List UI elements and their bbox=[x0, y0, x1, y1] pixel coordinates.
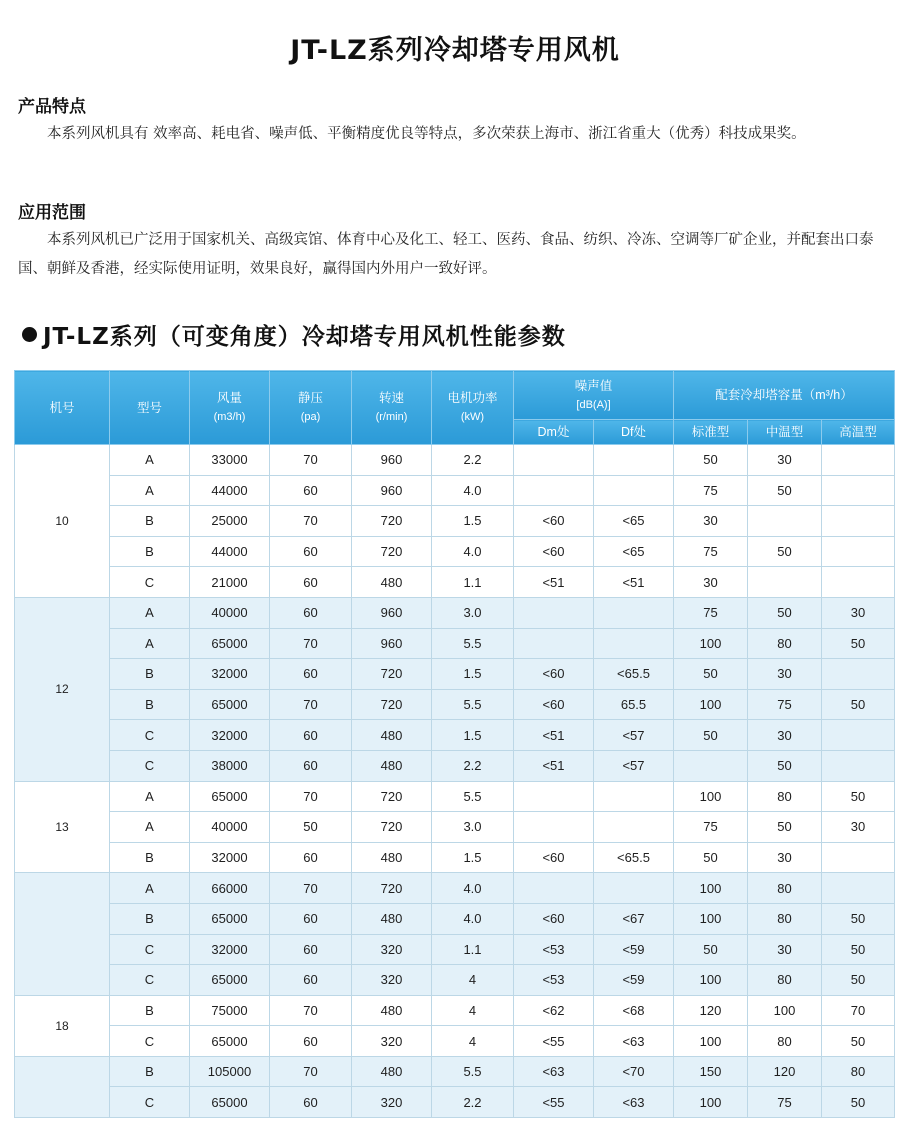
cell-fengliang: 32000 bbox=[190, 934, 270, 965]
cell-dm bbox=[514, 475, 594, 506]
cell-biaozhun: 100 bbox=[674, 1087, 748, 1118]
cell-gaowen bbox=[822, 659, 895, 690]
cell-zhuansu: 720 bbox=[352, 689, 432, 720]
cell-jingya: 70 bbox=[270, 995, 352, 1026]
cell-jingya: 60 bbox=[270, 934, 352, 965]
cell-xinghao: B bbox=[110, 689, 190, 720]
cell-xinghao: A bbox=[110, 597, 190, 628]
cell-zhongwen: 50 bbox=[748, 536, 822, 567]
cell-dm: <53 bbox=[514, 965, 594, 996]
cell-biaozhun: 100 bbox=[674, 628, 748, 659]
cell-gaowen: 50 bbox=[822, 1087, 895, 1118]
cell-zhongwen: 50 bbox=[748, 475, 822, 506]
cell-fengliang: 65000 bbox=[190, 1026, 270, 1057]
cell-gonglv: 4.0 bbox=[432, 536, 514, 567]
cell-xinghao: A bbox=[110, 445, 190, 476]
cell-gaowen: 50 bbox=[822, 781, 895, 812]
cell-zhuansu: 720 bbox=[352, 781, 432, 812]
cell-fengliang: 65000 bbox=[190, 689, 270, 720]
cell-jingya: 70 bbox=[270, 781, 352, 812]
cell-zhongwen: 120 bbox=[748, 1056, 822, 1087]
cell-jihao: 13 bbox=[15, 781, 110, 873]
cell-fengliang: 65000 bbox=[190, 903, 270, 934]
cell-zhongwen: 75 bbox=[748, 689, 822, 720]
header-biaozhun: 标准型 bbox=[674, 420, 748, 445]
cell-zhuansu: 320 bbox=[352, 1087, 432, 1118]
cell-fengliang: 32000 bbox=[190, 842, 270, 873]
header-zaosheng-unit: [dB(A)] bbox=[576, 398, 611, 411]
cell-df: <57 bbox=[594, 750, 674, 781]
cell-zhongwen: 50 bbox=[748, 597, 822, 628]
header-fengliang-unit: (m3/h) bbox=[213, 411, 246, 423]
cell-biaozhun: 100 bbox=[674, 903, 748, 934]
cell-gonglv: 2.2 bbox=[432, 1087, 514, 1118]
cell-xinghao: B bbox=[110, 659, 190, 690]
cell-df: <63 bbox=[594, 1026, 674, 1057]
header-zhuansu-unit: (r/min) bbox=[375, 411, 408, 423]
table-row bbox=[15, 781, 895, 812]
cell-fengliang: 21000 bbox=[190, 567, 270, 598]
cell-xinghao: C bbox=[110, 934, 190, 965]
cell-zhongwen: 100 bbox=[748, 995, 822, 1026]
header-xinghao: 型号 bbox=[110, 371, 190, 445]
cell-jingya: 70 bbox=[270, 689, 352, 720]
header-zhuansu bbox=[352, 371, 432, 445]
bullet-dot-icon bbox=[22, 327, 37, 342]
cell-fengliang: 33000 bbox=[190, 445, 270, 476]
header-fengliang-label: 风量 bbox=[216, 391, 242, 405]
table-row bbox=[15, 475, 895, 506]
cell-df bbox=[594, 781, 674, 812]
cell-zhuansu: 960 bbox=[352, 445, 432, 476]
header-df: Df处 bbox=[594, 420, 674, 445]
cell-gaowen: 30 bbox=[822, 597, 895, 628]
table-row bbox=[15, 965, 895, 996]
table-row bbox=[15, 842, 895, 873]
cell-gaowen: 30 bbox=[822, 812, 895, 843]
cell-zhuansu: 480 bbox=[352, 995, 432, 1026]
table-title-text: JT-LZ系列（可变角度）冷却塔专用风机性能参数 bbox=[43, 324, 566, 350]
cell-jingya: 60 bbox=[270, 1026, 352, 1057]
cell-biaozhun: 120 bbox=[674, 995, 748, 1026]
cell-biaozhun: 50 bbox=[674, 445, 748, 476]
cell-zhuansu: 960 bbox=[352, 597, 432, 628]
cell-gonglv: 4.0 bbox=[432, 873, 514, 904]
cell-xinghao: B bbox=[110, 1056, 190, 1087]
cell-biaozhun bbox=[674, 750, 748, 781]
cell-xinghao: B bbox=[110, 903, 190, 934]
cell-zhuansu: 480 bbox=[352, 750, 432, 781]
header-gonglv-label: 电机功率 bbox=[447, 391, 498, 405]
cell-zhuansu: 480 bbox=[352, 842, 432, 873]
cell-gonglv: 1.5 bbox=[432, 842, 514, 873]
cell-biaozhun: 30 bbox=[674, 567, 748, 598]
cell-df: <67 bbox=[594, 903, 674, 934]
cell-biaozhun: 75 bbox=[674, 475, 748, 506]
cell-zhuansu: 720 bbox=[352, 659, 432, 690]
header-jingya-unit: (pa) bbox=[300, 411, 321, 423]
cell-gonglv: 3.0 bbox=[432, 812, 514, 843]
cell-df bbox=[594, 873, 674, 904]
cell-gonglv: 2.2 bbox=[432, 750, 514, 781]
application-text: 本系列风机已广泛用于国家机关、高级宾馆、体育中心及化工、轻工、医药、食品、纺织、冷冻、空调等厂矿企业，并配套出口泰国、朝鲜及香港，经实际使用证明，效果良好，赢得国内外用户一致好评。 bbox=[18, 232, 874, 277]
header-gonglv-unit: (kW) bbox=[460, 411, 485, 423]
application-heading: 应用范围 bbox=[18, 203, 86, 223]
cell-dm: <63 bbox=[514, 1056, 594, 1087]
cell-zhuansu: 320 bbox=[352, 934, 432, 965]
cell-zhuansu: 480 bbox=[352, 1056, 432, 1087]
cell-zhongwen: 80 bbox=[748, 965, 822, 996]
header-dm: Dm处 bbox=[514, 420, 594, 445]
table-row bbox=[15, 536, 895, 567]
cell-dm bbox=[514, 781, 594, 812]
cell-jingya: 60 bbox=[270, 597, 352, 628]
cell-zhuansu: 320 bbox=[352, 965, 432, 996]
cell-gaowen bbox=[822, 536, 895, 567]
cell-zhuansu: 720 bbox=[352, 812, 432, 843]
table-row bbox=[15, 689, 895, 720]
cell-gaowen: 50 bbox=[822, 1026, 895, 1057]
cell-gonglv: 4 bbox=[432, 1026, 514, 1057]
cell-zhuansu: 960 bbox=[352, 628, 432, 659]
cell-zhongwen: 50 bbox=[748, 812, 822, 843]
cell-xinghao: B bbox=[110, 506, 190, 537]
cell-df bbox=[594, 628, 674, 659]
cell-gonglv: 4 bbox=[432, 965, 514, 996]
features-text: 本系列风机具有 效率高、耗电省、噪声低、平衡精度优良等特点，多次荣获上海市、浙江省重大（优秀）科技成果奖。 bbox=[47, 126, 806, 142]
cell-zhongwen: 75 bbox=[748, 1087, 822, 1118]
cell-zhuansu: 480 bbox=[352, 720, 432, 751]
cell-df: <65 bbox=[594, 506, 674, 537]
cell-fengliang: 25000 bbox=[190, 506, 270, 537]
header-peitao: 配套冷却塔容量（m³/h） bbox=[674, 371, 895, 420]
cell-jingya: 70 bbox=[270, 873, 352, 904]
cell-fengliang: 44000 bbox=[190, 475, 270, 506]
cell-xinghao: C bbox=[110, 750, 190, 781]
cell-df: <68 bbox=[594, 995, 674, 1026]
cell-zhongwen: 30 bbox=[748, 445, 822, 476]
cell-xinghao: A bbox=[110, 781, 190, 812]
table-row bbox=[15, 1056, 895, 1087]
cell-gonglv: 1.1 bbox=[432, 934, 514, 965]
cell-biaozhun: 30 bbox=[674, 506, 748, 537]
cell-zhongwen: 80 bbox=[748, 873, 822, 904]
cell-gaowen bbox=[822, 445, 895, 476]
cell-jihao bbox=[15, 1056, 110, 1117]
cell-xinghao: A bbox=[110, 475, 190, 506]
cell-biaozhun: 100 bbox=[674, 1026, 748, 1057]
table-row bbox=[15, 995, 895, 1026]
cell-zhuansu: 320 bbox=[352, 1026, 432, 1057]
cell-gonglv: 1.5 bbox=[432, 506, 514, 537]
cell-jihao: 18 bbox=[15, 995, 110, 1056]
cell-gaowen: 50 bbox=[822, 934, 895, 965]
cell-gaowen bbox=[822, 750, 895, 781]
cell-dm: <51 bbox=[514, 720, 594, 751]
cell-gonglv: 5.5 bbox=[432, 689, 514, 720]
cell-gonglv: 1.1 bbox=[432, 567, 514, 598]
table-row bbox=[15, 903, 895, 934]
header-fengliang bbox=[190, 371, 270, 445]
cell-jingya: 70 bbox=[270, 628, 352, 659]
cell-xinghao: C bbox=[110, 965, 190, 996]
cell-fengliang: 66000 bbox=[190, 873, 270, 904]
cell-fengliang: 65000 bbox=[190, 1087, 270, 1118]
cell-dm: <53 bbox=[514, 934, 594, 965]
cell-jingya: 60 bbox=[270, 750, 352, 781]
cell-biaozhun: 75 bbox=[674, 536, 748, 567]
cell-dm: <60 bbox=[514, 689, 594, 720]
cell-jingya: 60 bbox=[270, 536, 352, 567]
cell-dm: <60 bbox=[514, 506, 594, 537]
cell-gonglv: 4 bbox=[432, 995, 514, 1026]
table-row bbox=[15, 934, 895, 965]
table-row bbox=[15, 1026, 895, 1057]
table-row bbox=[15, 659, 895, 690]
cell-jihao: 12 bbox=[15, 597, 110, 781]
cell-df: <59 bbox=[594, 965, 674, 996]
cell-df bbox=[594, 475, 674, 506]
cell-xinghao: A bbox=[110, 812, 190, 843]
cell-biaozhun: 50 bbox=[674, 934, 748, 965]
cell-xinghao: C bbox=[110, 567, 190, 598]
table-row bbox=[15, 750, 895, 781]
header-zaosheng bbox=[514, 371, 674, 420]
table-body bbox=[15, 445, 895, 1118]
cell-gonglv: 1.5 bbox=[432, 659, 514, 690]
cell-df: 65.5 bbox=[594, 689, 674, 720]
cell-fengliang: 65000 bbox=[190, 628, 270, 659]
cell-zhuansu: 480 bbox=[352, 567, 432, 598]
cell-dm bbox=[514, 812, 594, 843]
cell-jingya: 50 bbox=[270, 812, 352, 843]
cell-fengliang: 65000 bbox=[190, 781, 270, 812]
header-zhuansu-label: 转速 bbox=[378, 391, 404, 405]
cell-gaowen: 50 bbox=[822, 689, 895, 720]
cell-jingya: 70 bbox=[270, 506, 352, 537]
cell-df: <51 bbox=[594, 567, 674, 598]
cell-jingya: 60 bbox=[270, 720, 352, 751]
cell-zhongwen: 30 bbox=[748, 720, 822, 751]
table-row bbox=[15, 567, 895, 598]
cell-jingya: 60 bbox=[270, 475, 352, 506]
cell-zhongwen: 50 bbox=[748, 750, 822, 781]
cell-biaozhun: 100 bbox=[674, 689, 748, 720]
cell-df bbox=[594, 445, 674, 476]
cell-gonglv: 4.0 bbox=[432, 903, 514, 934]
cell-xinghao: B bbox=[110, 842, 190, 873]
cell-gaowen: 50 bbox=[822, 628, 895, 659]
cell-jingya: 60 bbox=[270, 1087, 352, 1118]
cell-fengliang: 75000 bbox=[190, 995, 270, 1026]
cell-biaozhun: 100 bbox=[674, 965, 748, 996]
cell-dm: <62 bbox=[514, 995, 594, 1026]
cell-gaowen bbox=[822, 567, 895, 598]
cell-fengliang: 105000 bbox=[190, 1056, 270, 1087]
cell-zhuansu: 720 bbox=[352, 536, 432, 567]
table-row bbox=[15, 506, 895, 537]
header-jingya-label: 静压 bbox=[297, 391, 323, 405]
cell-xinghao: C bbox=[110, 1026, 190, 1057]
cell-dm bbox=[514, 445, 594, 476]
cell-xinghao: C bbox=[110, 1087, 190, 1118]
cell-gaowen: 50 bbox=[822, 903, 895, 934]
table-title bbox=[22, 318, 566, 351]
cell-df: <65.5 bbox=[594, 659, 674, 690]
cell-jingya: 60 bbox=[270, 567, 352, 598]
cell-zhongwen: 80 bbox=[748, 628, 822, 659]
cell-gaowen bbox=[822, 842, 895, 873]
header-gaowen: 高温型 bbox=[822, 420, 895, 445]
cell-zhongwen bbox=[748, 506, 822, 537]
cell-jingya: 60 bbox=[270, 659, 352, 690]
cell-df: <59 bbox=[594, 934, 674, 965]
cell-fengliang: 40000 bbox=[190, 812, 270, 843]
cell-gonglv: 5.5 bbox=[432, 1056, 514, 1087]
cell-xinghao: A bbox=[110, 873, 190, 904]
cell-df bbox=[594, 597, 674, 628]
cell-gonglv: 5.5 bbox=[432, 781, 514, 812]
cell-jingya: 70 bbox=[270, 445, 352, 476]
cell-biaozhun: 100 bbox=[674, 873, 748, 904]
cell-gaowen bbox=[822, 720, 895, 751]
cell-xinghao: C bbox=[110, 720, 190, 751]
cell-dm: <55 bbox=[514, 1026, 594, 1057]
cell-fengliang: 44000 bbox=[190, 536, 270, 567]
cell-zhuansu: 720 bbox=[352, 873, 432, 904]
cell-gaowen: 70 bbox=[822, 995, 895, 1026]
table-row bbox=[15, 628, 895, 659]
cell-gaowen bbox=[822, 475, 895, 506]
cell-jihao: 10 bbox=[15, 445, 110, 598]
cell-biaozhun: 150 bbox=[674, 1056, 748, 1087]
cell-gonglv: 1.5 bbox=[432, 720, 514, 751]
table-row bbox=[15, 1087, 895, 1118]
cell-jingya: 60 bbox=[270, 903, 352, 934]
cell-dm: <51 bbox=[514, 750, 594, 781]
table-row bbox=[15, 873, 895, 904]
cell-zhongwen: 30 bbox=[748, 934, 822, 965]
cell-gaowen bbox=[822, 873, 895, 904]
cell-zhuansu: 960 bbox=[352, 475, 432, 506]
document-title: JT-LZ系列冷却塔专用风机 bbox=[290, 35, 620, 66]
cell-df bbox=[594, 812, 674, 843]
cell-zhongwen: 80 bbox=[748, 781, 822, 812]
cell-zhuansu: 720 bbox=[352, 506, 432, 537]
table-row bbox=[15, 597, 895, 628]
cell-biaozhun: 100 bbox=[674, 781, 748, 812]
cell-biaozhun: 50 bbox=[674, 720, 748, 751]
cell-biaozhun: 75 bbox=[674, 597, 748, 628]
table-row bbox=[15, 812, 895, 843]
cell-jingya: 70 bbox=[270, 1056, 352, 1087]
cell-dm: <55 bbox=[514, 1087, 594, 1118]
header-jihao: 机号 bbox=[15, 371, 110, 445]
header-gonglv bbox=[432, 371, 514, 445]
performance-table bbox=[14, 370, 895, 1118]
cell-dm: <60 bbox=[514, 903, 594, 934]
cell-jingya: 60 bbox=[270, 965, 352, 996]
cell-fengliang: 40000 bbox=[190, 597, 270, 628]
header-zaosheng-label: 噪声值 bbox=[574, 378, 613, 393]
cell-df: <70 bbox=[594, 1056, 674, 1087]
cell-gonglv: 5.5 bbox=[432, 628, 514, 659]
cell-gaowen bbox=[822, 506, 895, 537]
cell-gonglv: 2.2 bbox=[432, 445, 514, 476]
cell-gaowen: 50 bbox=[822, 965, 895, 996]
cell-df: <57 bbox=[594, 720, 674, 751]
cell-biaozhun: 50 bbox=[674, 842, 748, 873]
cell-jihao bbox=[15, 873, 110, 995]
table-row bbox=[15, 720, 895, 751]
cell-dm bbox=[514, 873, 594, 904]
table-header-row bbox=[15, 371, 895, 420]
cell-zhongwen: 80 bbox=[748, 1026, 822, 1057]
cell-zhongwen: 80 bbox=[748, 903, 822, 934]
cell-gonglv: 3.0 bbox=[432, 597, 514, 628]
features-heading: 产品特点 bbox=[18, 97, 86, 117]
cell-fengliang: 38000 bbox=[190, 750, 270, 781]
cell-jingya: 60 bbox=[270, 842, 352, 873]
cell-zhongwen: 30 bbox=[748, 659, 822, 690]
cell-biaozhun: 50 bbox=[674, 659, 748, 690]
cell-biaozhun: 75 bbox=[674, 812, 748, 843]
cell-fengliang: 32000 bbox=[190, 659, 270, 690]
cell-fengliang: 65000 bbox=[190, 965, 270, 996]
cell-df: <65.5 bbox=[594, 842, 674, 873]
table-row bbox=[15, 445, 895, 476]
cell-gonglv: 4.0 bbox=[432, 475, 514, 506]
cell-fengliang: 32000 bbox=[190, 720, 270, 751]
cell-gaowen: 80 bbox=[822, 1056, 895, 1087]
cell-zhongwen: 30 bbox=[748, 842, 822, 873]
cell-zhongwen bbox=[748, 567, 822, 598]
cell-zhuansu: 480 bbox=[352, 903, 432, 934]
cell-xinghao: B bbox=[110, 536, 190, 567]
cell-dm: <51 bbox=[514, 567, 594, 598]
cell-dm: <60 bbox=[514, 659, 594, 690]
cell-df: <63 bbox=[594, 1087, 674, 1118]
cell-dm bbox=[514, 628, 594, 659]
cell-xinghao: B bbox=[110, 995, 190, 1026]
cell-df: <65 bbox=[594, 536, 674, 567]
header-zhongwen: 中温型 bbox=[748, 420, 822, 445]
cell-dm bbox=[514, 597, 594, 628]
cell-xinghao: A bbox=[110, 628, 190, 659]
header-jingya bbox=[270, 371, 352, 445]
cell-dm: <60 bbox=[514, 536, 594, 567]
cell-dm: <60 bbox=[514, 842, 594, 873]
